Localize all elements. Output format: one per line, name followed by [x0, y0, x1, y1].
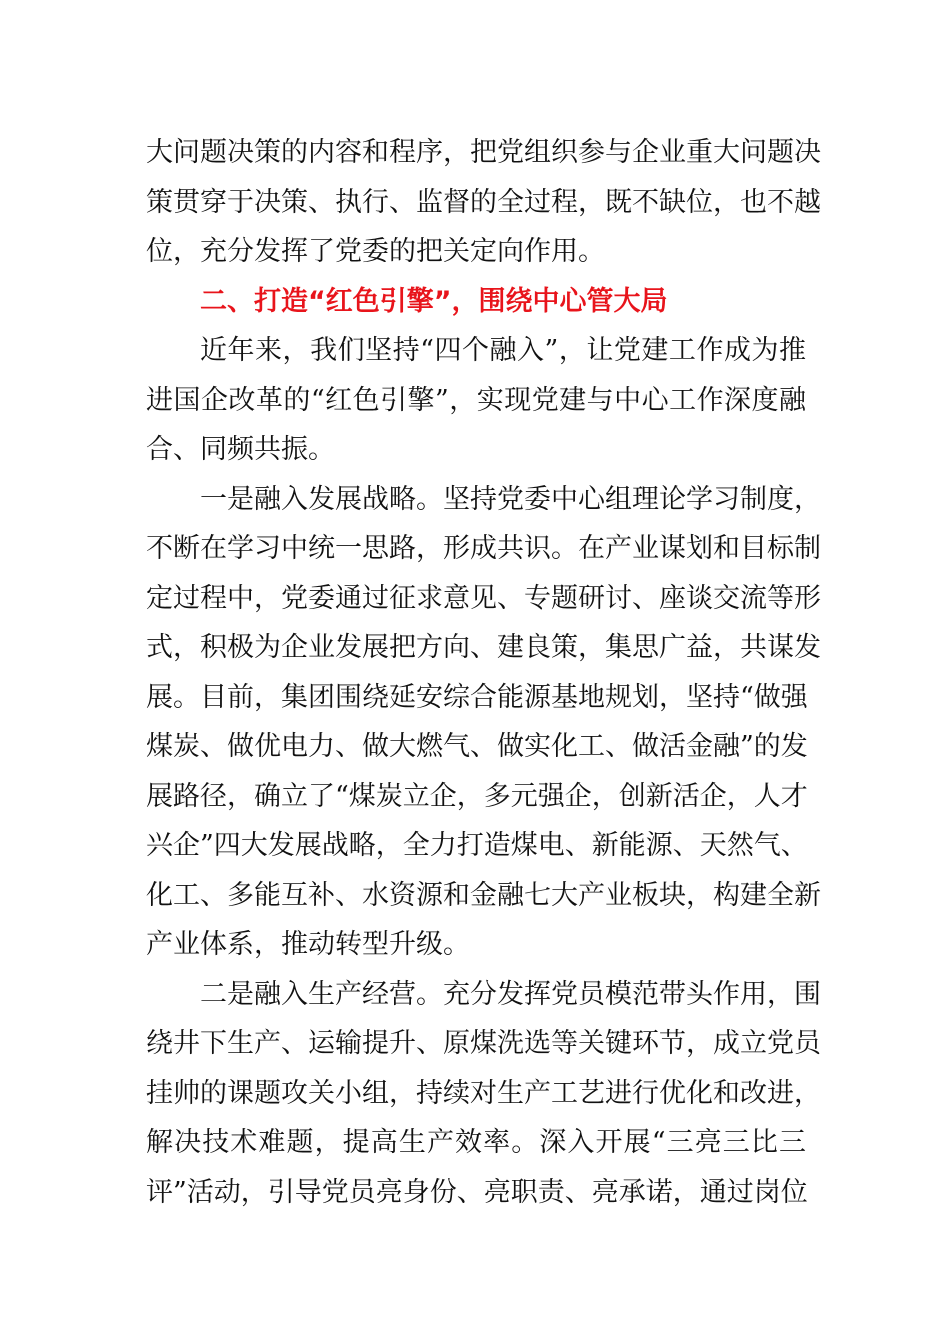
text-line: 一是融入发展战略。坚持党委中心组理论学习制度， [200, 484, 821, 515]
text-line: 策贯穿于决策、执行、监督的全过程，既不缺位，也不越 [146, 187, 821, 218]
text-line: 近年来，我们坚持“四个融入”，让党建工作成为推 [200, 335, 806, 366]
text-line: 产业体系，推动转型升级。 [146, 929, 470, 960]
text-line: 评”活动，引导党员亮身份、亮职责、亮承诺，通过岗位 [146, 1177, 808, 1208]
text-line: 定过程中，党委通过征求意见、专题研讨、座谈交流等形 [146, 583, 821, 614]
text-line: 解决技术难题，提高生产效率。深入开展“三亮三比三 [146, 1127, 806, 1158]
text-line: 不断在学习中统一思路，形成共识。在产业谋划和目标制 [146, 533, 821, 564]
text-line: 煤炭、做优电力、做大燃气、做实化工、做活金融”的发 [146, 731, 808, 762]
text-line: 大问题决策的内容和程序，把党组织参与企业重大问题决 [146, 137, 821, 168]
text-line: 挂帅的课题攻关小组，持续对生产工艺进行优化和改进， [146, 1078, 821, 1109]
text-line: 展。目前，集团围绕延安综合能源基地规划，坚持“做强 [146, 682, 808, 713]
text-line: 绕井下生产、运输提升、原煤洗选等关键环节，成立党员 [146, 1028, 821, 1059]
text-line: 展路径，确立了“煤炭立企，多元强企，创新活企，人才 [146, 781, 808, 812]
text-line: 二是融入生产经营。充分发挥党员模范带头作用，围 [200, 979, 821, 1010]
text-line: 式，积极为企业发展把方向、建良策，集思广益，共谋发 [146, 632, 821, 663]
text-line: 合、同频共振。 [146, 434, 335, 465]
text-line: 兴企”四大发展战略，全力打造煤电、新能源、天然气、 [146, 830, 808, 861]
text-line: 化工、多能互补、水资源和金融七大产业板块，构建全新 [146, 880, 821, 911]
text-line: 进国企改革的“红色引擎”，实现党建与中心工作深度融 [146, 385, 806, 416]
text-line: 位，充分发挥了党委的把关定向作用。 [146, 236, 605, 267]
section-heading: 二、打造“红色引擎”，围绕中心管大局 [200, 286, 668, 317]
